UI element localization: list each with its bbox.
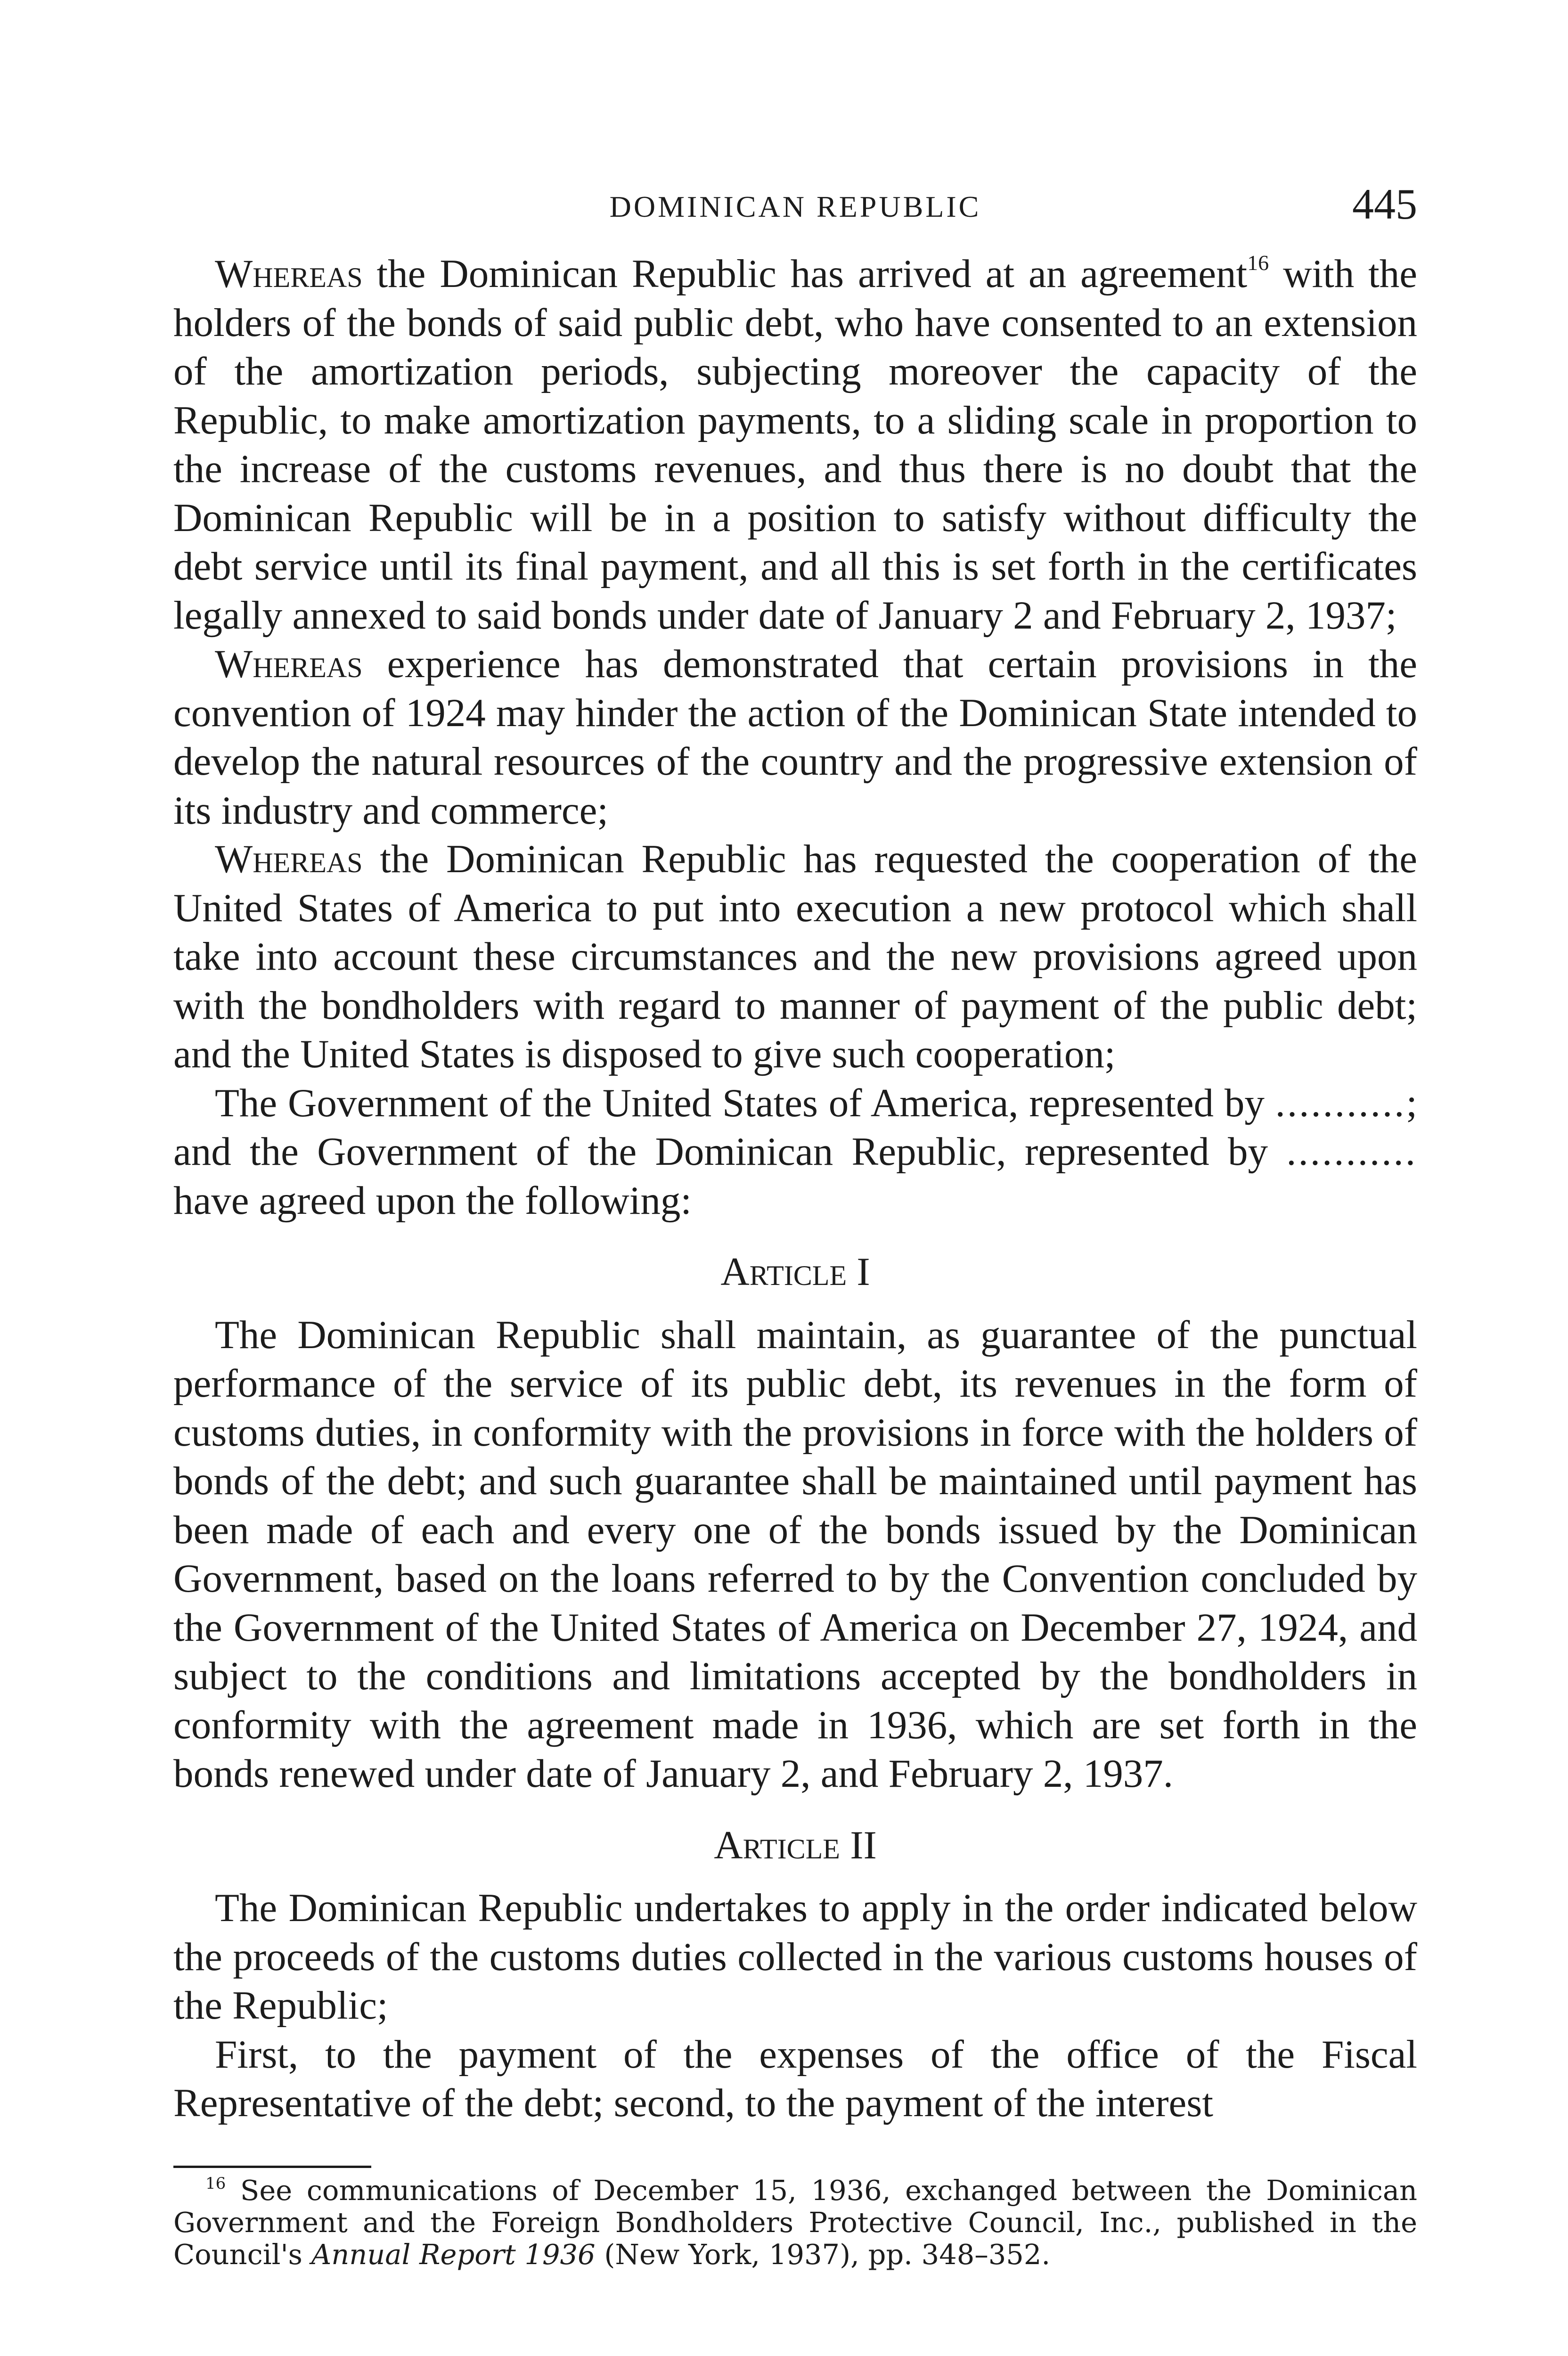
- paragraph-text: experience has demonstrated that certain provisions in the convention of 1924 may hinder the action of the Dominican State intended to develop the natural resources of the country and the progressive extension of its industry and commerce;: [173, 642, 1417, 833]
- article-2-text-first: First, to the payment of the expenses of the office of the Fiscal Representative of the debt; second, to the payment of the interest: [173, 2032, 1417, 2125]
- whereas-lead: Whereas: [215, 837, 363, 881]
- footnote-text-end: (New York, 1937), pp. 348–352.: [595, 2238, 1051, 2271]
- page-number: 445: [1352, 180, 1417, 228]
- running-title: DOMINICAN REPUBLIC: [609, 190, 981, 223]
- blank-dots: ...........: [1286, 1129, 1417, 1174]
- footnote-text: See communications of December 15, 1936, exchanged between the Dominican Government and the Foreign Bondholders Protective Council, Inc., published in the Council's: [173, 2174, 1417, 2271]
- paragraph-text-continued: ; and the Government of the Dominican Republic, represented by: [173, 1080, 1417, 1174]
- footnote-italic-title: Annual Report 1936: [311, 2238, 596, 2271]
- paragraph-text: The Government of the United States of America, represented by: [215, 1080, 1275, 1125]
- footnote-reference: 16: [1247, 251, 1269, 275]
- article-1-text: The Dominican Republic shall maintain, as guarantee of the punctual performance of the service of its public debt, its revenues in the form of customs duties, in conformity with the provisions in force with the holders of bonds of the debt; and such guarantee shall be maintained until payment has been made of each and every one of the bonds issued by the Dominican Government, based on the loans referred to by the Convention concluded by the Government of the United States of America on December 27, 1924, and subject to the conditions and limitations accepted by the bondholders in conformity with the agreement made in 1936, which are set forth in the bonds renewed under date of January 2, and February 2, 1937.: [173, 1312, 1417, 1796]
- paragraph-text: the Dominican Republic has arrived at an agreement: [362, 252, 1248, 296]
- blank-dots: ...........: [1275, 1080, 1406, 1125]
- paragraph-text-end: have agreed upon the following:: [173, 1178, 692, 1223]
- paragraph-text: the Dominican Republic has requested the cooperation of the United States of America to put into execution a new protocol which shall take into account these circumstances and the new provisions agreed upon with the bondholders with regard to manner of payment of the public debt; and the United States is disposed to give such cooperation;: [173, 837, 1417, 1076]
- article-1-heading: Article I: [720, 1250, 870, 1294]
- document-page: [173, 179, 1417, 2271]
- whereas-paragraph-agreement: [173, 250, 1417, 640]
- whereas-lead: Whereas: [215, 642, 363, 686]
- footnote-16: [173, 2175, 1417, 2271]
- footnote-rule: [173, 2166, 371, 2168]
- footnote-number: 16: [205, 2174, 226, 2193]
- article-2-text: The Dominican Republic undertakes to apply in the order indicated below the proceeds of the customs duties collected in the various customs houses of the Republic;: [173, 1886, 1417, 2028]
- running-head: [173, 179, 1417, 236]
- representatives-paragraph: [173, 1079, 1417, 1226]
- article-2-heading: Article II: [714, 1823, 877, 1867]
- whereas-paragraph-experience: [173, 640, 1417, 835]
- whereas-paragraph-cooperation: [173, 835, 1417, 1079]
- paragraph-text-continued: with the holders of the bonds of said public debt, who have consented to an extension of the amortization periods, subjecting moreover the capacity of the Republic, to make amortization payments, to a sliding scale in proportion to the increase of the customs revenues, and thus there is no doubt that the Dominican Republic will be in a position to satisfy without difficulty the debt service until its final payment, and all this is set forth in the certificates legally annexed to said bonds under date of January 2 and February 2, 1937;: [173, 252, 1417, 638]
- whereas-lead: Whereas: [215, 252, 363, 296]
